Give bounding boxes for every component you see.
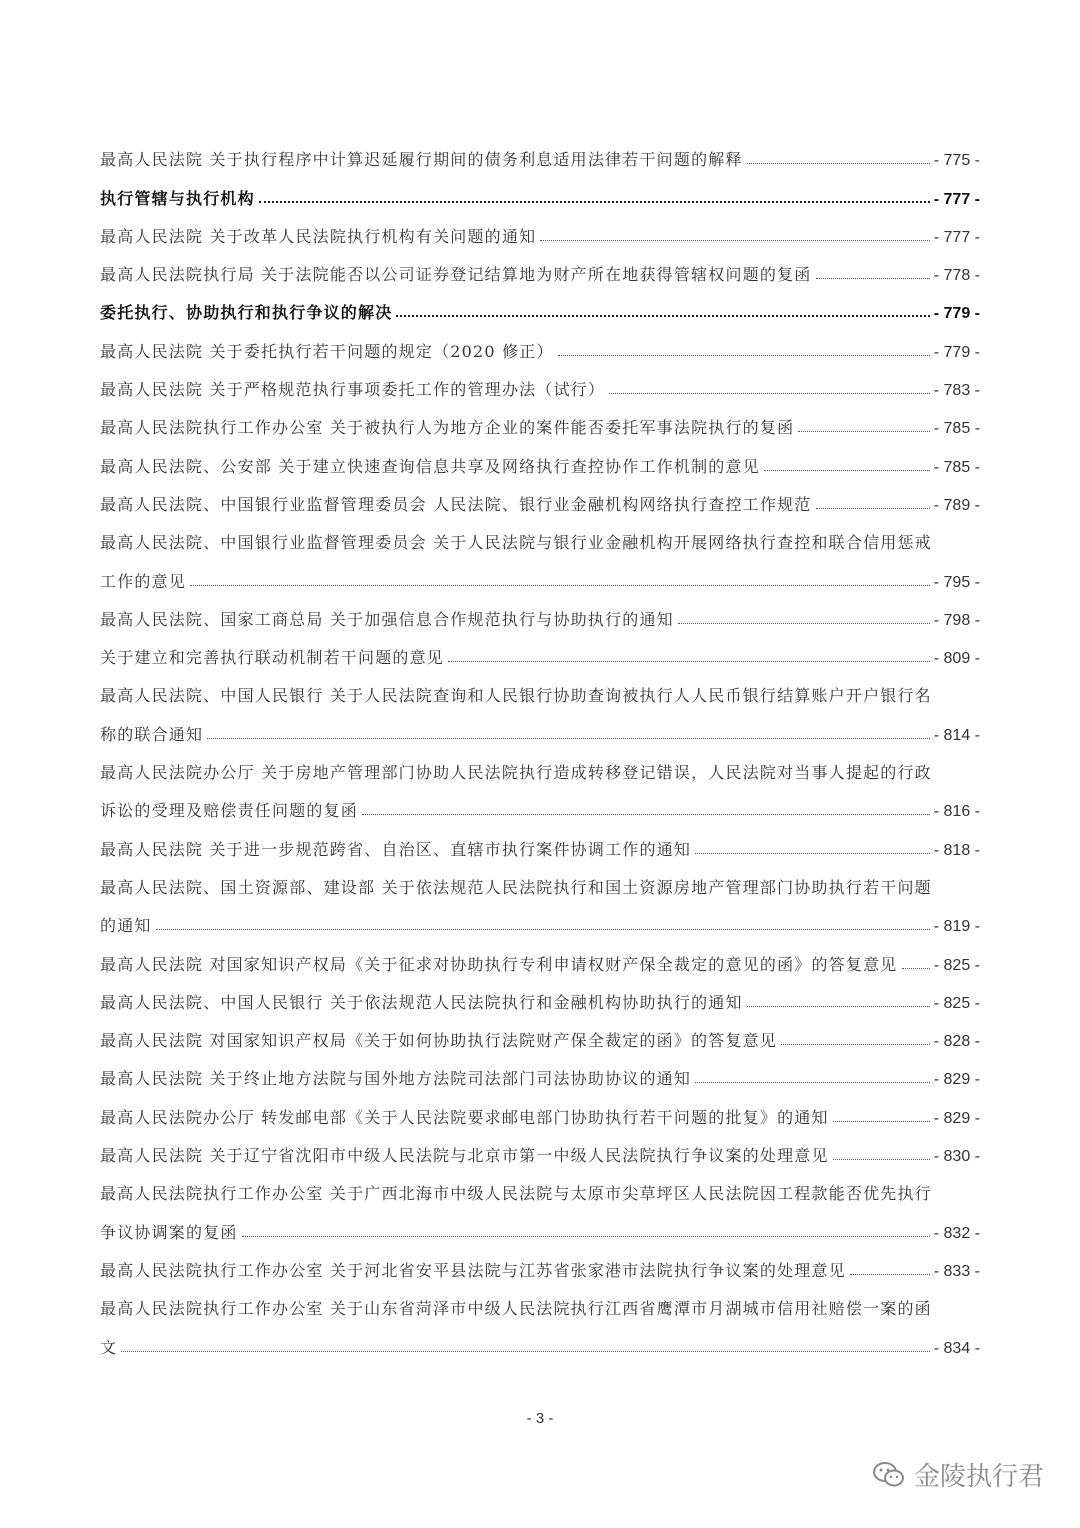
leader-dots [781,1044,930,1045]
toc-entry [100,132,980,170]
toc-page-number: - 779 - [933,343,980,361]
toc-page-number: - 809 - [933,650,980,668]
toc-page-number: - 818 - [933,841,980,859]
toc-page-number: - 785 - [933,458,980,476]
leader-dots [695,1082,930,1083]
toc-entry [100,860,980,898]
toc-entry-title: 最高人民法院执行工作办公室 关于广西北海市中级人民法院与太原市尖草坪区人民法院因工程款能否优先执行 [100,1184,932,1204]
toc-page-number: - 833 - [933,1262,980,1280]
toc-entry-title: 最高人民法院 对国家知识产权局《关于征求对协助执行专利申请权财产保全裁定的意见的函》的答复意见 [100,954,898,974]
toc-entry-title-cont: 工作的意见 [100,571,187,591]
toc-entry-continuation [100,1204,980,1242]
toc-entry [100,1281,980,1319]
toc-entry-title: 最高人民法院执行工作办公室 关于被执行人为地方企业的案件能否委托军事法院执行的复函 [100,418,795,438]
toc-entry [100,975,980,1013]
toc-entry-title: 最高人民法院、中国银行业监督管理委员会 关于人民法院与银行业金融机构开展网络执行查控和联合信用惩戒 [100,533,932,553]
toc-page-number: - 828 - [933,1033,980,1051]
toc-entry [100,1089,980,1127]
toc-entry-title-cont: 诉讼的受理及赔偿责任问题的复函 [100,801,359,821]
toc-entry-continuation [100,706,980,744]
toc-page-number: - 829 - [933,1109,980,1127]
toc-page-number: - 819 - [933,918,980,936]
toc-entry-title: 委托执行、协助执行和执行争议的解决 [100,303,393,323]
toc-entry [100,630,980,668]
toc-entry-title: 关于建立和完善执行联动机制若干问题的意见 [100,648,445,668]
toc-section-heading [100,285,980,323]
toc-entry-title-cont: 称的联合通知 [100,724,204,744]
leader-dots [558,355,930,356]
toc-entry-title: 最高人民法院执行局 关于法院能否以公司证券登记结算地为财产所在地获得管辖权问题的复函 [100,265,812,285]
toc-entry [100,592,980,630]
toc-entry-title-cont: 文 [100,1337,118,1357]
toc-entry [100,515,980,553]
leader-dots [747,1006,930,1007]
watermark [872,1456,1044,1493]
toc-page-number: - 816 - [933,803,980,821]
toc-page-number: - 789 - [933,496,980,514]
toc-entry-title: 最高人民法院执行工作办公室 关于山东省菏泽市中级人民法院执行江西省鹰潭市月湖城市信用社赔偿一案的函 [100,1299,932,1319]
toc-entry [100,247,980,285]
toc-entry-title: 最高人民法院 对国家知识产权局《关于如何协助执行法院财产保全裁定的函》的答复意见 [100,1031,778,1051]
leader-dots [678,623,930,624]
toc-page-number: - 775 - [933,152,980,170]
toc-page-number: - 778 - [933,267,980,285]
leader-dots [798,431,929,432]
toc-entry-title: 最高人民法院 关于进一步规范跨省、自治区、直辖市执行案件协调工作的通知 [100,839,692,859]
toc-entry-title: 最高人民法院、中国人民银行 关于依法规范人民法院执行和金融机构协助执行的通知 [100,992,743,1012]
toc-entry-title: 最高人民法院 关于终止地方法院与国外地方法院司法部门司法协助协议的通知 [100,1069,692,1089]
toc-page-number: - 779 - [933,305,980,323]
toc-entry-title: 最高人民法院、国家工商总局 关于加强信息合作规范执行与协助执行的通知 [100,609,674,629]
leader-dots [850,1274,930,1275]
leader-dots [747,163,930,164]
leader-dots [190,585,930,586]
toc-entry-title-cont: 争议协调案的复函 [100,1222,238,1242]
leader-dots [242,1236,930,1237]
toc-entry-title: 最高人民法院办公厅 关于房地产管理部门协助人民法院执行造成转移登记错误，人民法院对当事人提起的行政 [100,763,932,783]
toc-page-number: - 798 - [933,611,980,629]
toc-entry [100,1013,980,1051]
toc-entry-continuation [100,898,980,936]
toc-entry [100,438,980,476]
leader-dots [448,661,930,662]
wechat-icon [872,1460,906,1490]
leader-dots [833,1159,930,1160]
toc-entry [100,362,980,400]
toc-entry [100,400,980,438]
toc-entry-continuation [100,783,980,821]
leader-dots [609,393,930,394]
leader-dots [816,278,930,279]
leader-dots [396,315,929,317]
table-of-contents [100,132,980,1358]
toc-entry [100,936,980,974]
leader-dots [121,1351,930,1352]
leader-dots [764,470,930,471]
toc-entry-continuation [100,553,980,591]
toc-entry-title: 最高人民法院 关于严格规范执行事项委托工作的管理办法（试行） [100,380,606,400]
toc-page-number: - 783 - [933,382,980,400]
toc-page-number: - 829 - [933,1071,980,1089]
toc-entry [100,1243,980,1281]
toc-page-number: - 777 - [933,228,980,246]
leader-dots [362,814,930,815]
toc-page-number: - 814 - [933,726,980,744]
toc-page-number: - 825 - [933,956,980,974]
toc-entry [100,1128,980,1166]
toc-entry-title: 最高人民法院 关于委托执行若干问题的规定（2020 修正） [100,341,554,361]
leader-dots [833,1121,930,1122]
toc-entry-title: 最高人民法院、中国银行业监督管理委员会 人民法院、银行业金融机构网络执行查控工作规范 [100,494,812,514]
leader-dots [156,929,930,930]
toc-entry [100,477,980,515]
toc-page-number: - 832 - [933,1224,980,1242]
toc-entry [100,668,980,706]
toc-page-number: - 777 - [933,190,980,208]
toc-entry-title: 最高人民法院执行工作办公室 关于河北省安平县法院与江苏省张家港市法院执行争议案的处理意见 [100,1260,846,1280]
toc-page-number: - 825 - [933,994,980,1012]
toc-entry [100,821,980,859]
leader-dots [902,968,930,969]
leader-dots [540,240,929,241]
toc-entry [100,1166,980,1204]
toc-entry-title: 最高人民法院 关于执行程序中计算迟延履行期间的债务利息适用法律若干问题的解释 [100,150,743,170]
toc-entry [100,745,980,783]
toc-section-heading [100,170,980,208]
toc-entry-title: 执行管辖与执行机构 [100,188,255,208]
toc-entry-title: 最高人民法院、中国人民银行 关于人民法院查询和人民银行协助查询被执行人人民币银行结算账户开户银行名 [100,686,932,706]
toc-entry [100,323,980,361]
toc-page-number: - 830 - [933,1148,980,1166]
page-number: - 3 - [526,1410,554,1427]
watermark-text: 金陵执行君 [913,1462,1044,1492]
leader-dots [259,201,930,203]
leader-dots [695,853,930,854]
toc-entry-title: 最高人民法院 关于改革人民法院执行机构有关问题的通知 [100,226,537,246]
toc-page-number: - 785 - [933,420,980,438]
toc-entry-title: 最高人民法院、国土资源部、建设部 关于依法规范人民法院执行和国土资源房地产管理部门协助执行若干问题 [100,877,932,897]
toc-entry [100,1051,980,1089]
toc-page-number: - 834 - [933,1339,980,1357]
toc-entry-title-cont: 的通知 [100,916,152,936]
toc-entry [100,209,980,247]
leader-dots [207,738,930,739]
toc-entry-continuation [100,1319,980,1357]
toc-entry-title: 最高人民法院 关于辽宁省沈阳市中级人民法院与北京市第一中级人民法院执行争议案的处理意见 [100,1146,829,1166]
toc-page-number: - 795 - [933,573,980,591]
toc-entry-title: 最高人民法院、公安部 关于建立快速查询信息共享及网络执行查控协作工作机制的意见 [100,456,760,476]
toc-entry-title: 最高人民法院办公厅 转发邮电部《关于人民法院要求邮电部门协助执行若干问题的批复》的通知 [100,1107,829,1127]
leader-dots [816,508,930,509]
